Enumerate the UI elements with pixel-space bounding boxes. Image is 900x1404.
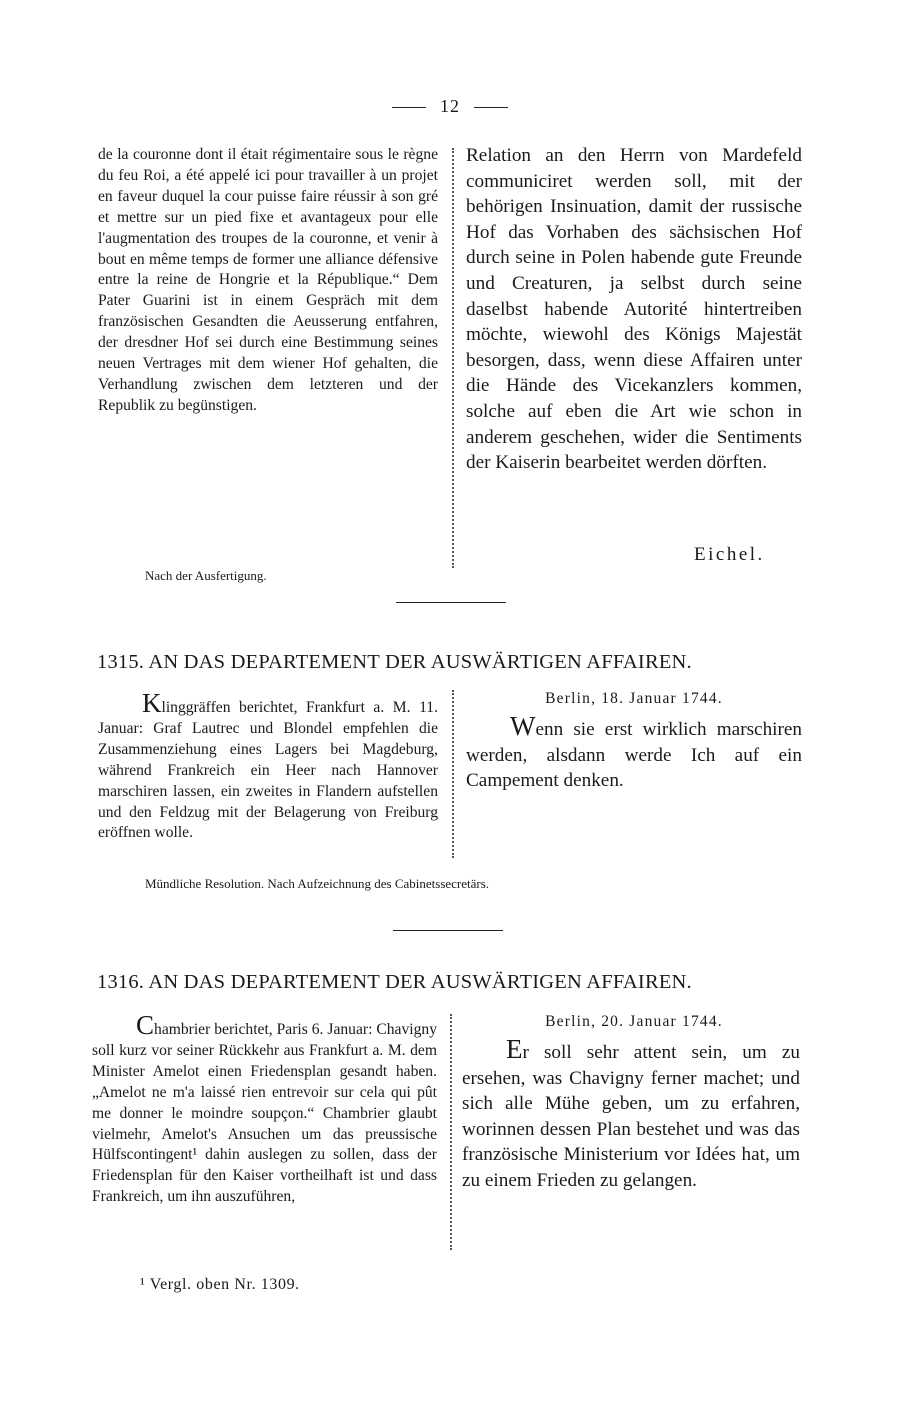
page-number: 12 [440,96,460,116]
doc-1316-summary [92,1012,437,1208]
doc-1315-summary-initial: K [142,688,162,718]
doc-1315-summary [98,690,438,844]
column-divider [450,1014,452,1250]
footnote: ¹ Vergl. oben Nr. 1309. [140,1276,300,1293]
section-separator [393,930,503,931]
doc-1316-text-body: r soll sehr attent sein, um zu ersehen, was Chavigny ferner machet; und sich alle Mühe geben, um zu erfahren, worinnen dessen Plan bestehet und was das französische Ministerium vor Idées hat, um zu einem Frieden zu gelangen. [462,1042,800,1191]
doc-1316-summary-text: hambrier berichtet, Paris 6. Januar: Chavigny soll kurz vor seiner Rückkehr aus Frankfurt a. M. dem Minister Amelot einen Friedensplan gesandt haben. „Amelot ne m'a laissé rien entrevoir sur cela qui pût me donner le moindre soupçon.“ Chambrier glaubt vielmehr, Amelot's Ansuchen um das preussische Hülfscontingent¹ dahin auslegen zu sollen, dass der Friedensplan für den Kaiser vortheilhaft ist und dass Frankreich, um ihn auszuführen, [92,1021,437,1206]
column-divider [452,148,454,568]
doc-1315-text [466,713,802,794]
section-separator [396,602,506,603]
doc-1315-source-note: Mündliche Resolution. Nach Aufzeichnung des Cabinetssecretärs. [145,876,490,891]
doc-1315-dateline: Berlin, 18. Januar 1744. [545,690,723,707]
page-header [0,96,900,117]
column-divider [452,690,454,858]
signature: Eichel. [694,544,765,565]
doc-1316-summary-initial: C [136,1010,155,1040]
header-rule-right [474,107,508,108]
doc-1315-summary-text: linggräffen berichtet, Frankfurt a. M. 11. Januar: Graf Lautrec und Blondel empfehlen die Zusammenziehung eines Lagers bei Magdeburg, während Frankreich ein Heer nach Hannover marschiren lassen, ein zweites in Flandern aufstellen und den Feldzug mit der Belagerung von Freiburg eröffnen wolle. [98,699,438,842]
doc-1315-text-body: enn sie erst wirklich marschiren werden, alsdann werde Ich auf ein Campement denken. [466,719,802,792]
continued-left-text: de la couronne dont il était régimentaire sous le règne du feu Roi, a été appelé ici pour travailler à un projet en faveur duquel la cour puisse faire réussir à son gré et mettre sur un pied fixe et avantageux pour elle l'augmentation des troupes de la couronne, et venir à bout en même temps de former une alliance défensive entre la reine de Hongrie et la République.“ Dem Pater Guarini ist in einem Gespräch mit dem französischen Gesandten die Aeusserung entfahren, der dresdner Hof sei durch eine Bestimmung seines neuen Vertrages mit dem wiener Hof gehalten, die Verhandlung zwischen dem letzteren und der Republik zu begünstigen. [98,146,438,414]
continued-right-text: Relation an den Herrn von Mardefeld communiciret werden soll, mit der behörigen Insinuation, damit der russische Hof das Vorhaben des sächsischen Hof durch seine in Polen habende gute Freunde und Creaturen, ja selbst durch seine daselbst habende Autorité hintertreiben möchte, wiewohl des Königs Majestät besorgen, dass, wenn diese Affairen unter die Hände des Vicekanzlers kommen, solche auf eben die Art wie schon in anderem geschehen, wider die Sentiments der Kaiserin bearbeitet werden dörften. [466,145,802,474]
continued-source-note: Nach der Ausfertigung. [145,568,267,583]
doc-1316-text [462,1036,800,1194]
doc-1316-dateline: Berlin, 20. Januar 1744. [545,1013,723,1030]
doc-1316-title: 1316. AN DAS DEPARTEMENT DER AUSWÄRTIGEN AFFAIREN. [97,971,692,993]
doc-1315-text-initial: W [510,711,536,741]
header-rule-left [392,107,426,108]
doc-1316-text-initial: E [506,1034,523,1064]
doc-1315-title: 1315. AN DAS DEPARTEMENT DER AUSWÄRTIGEN AFFAIREN. [97,651,692,673]
